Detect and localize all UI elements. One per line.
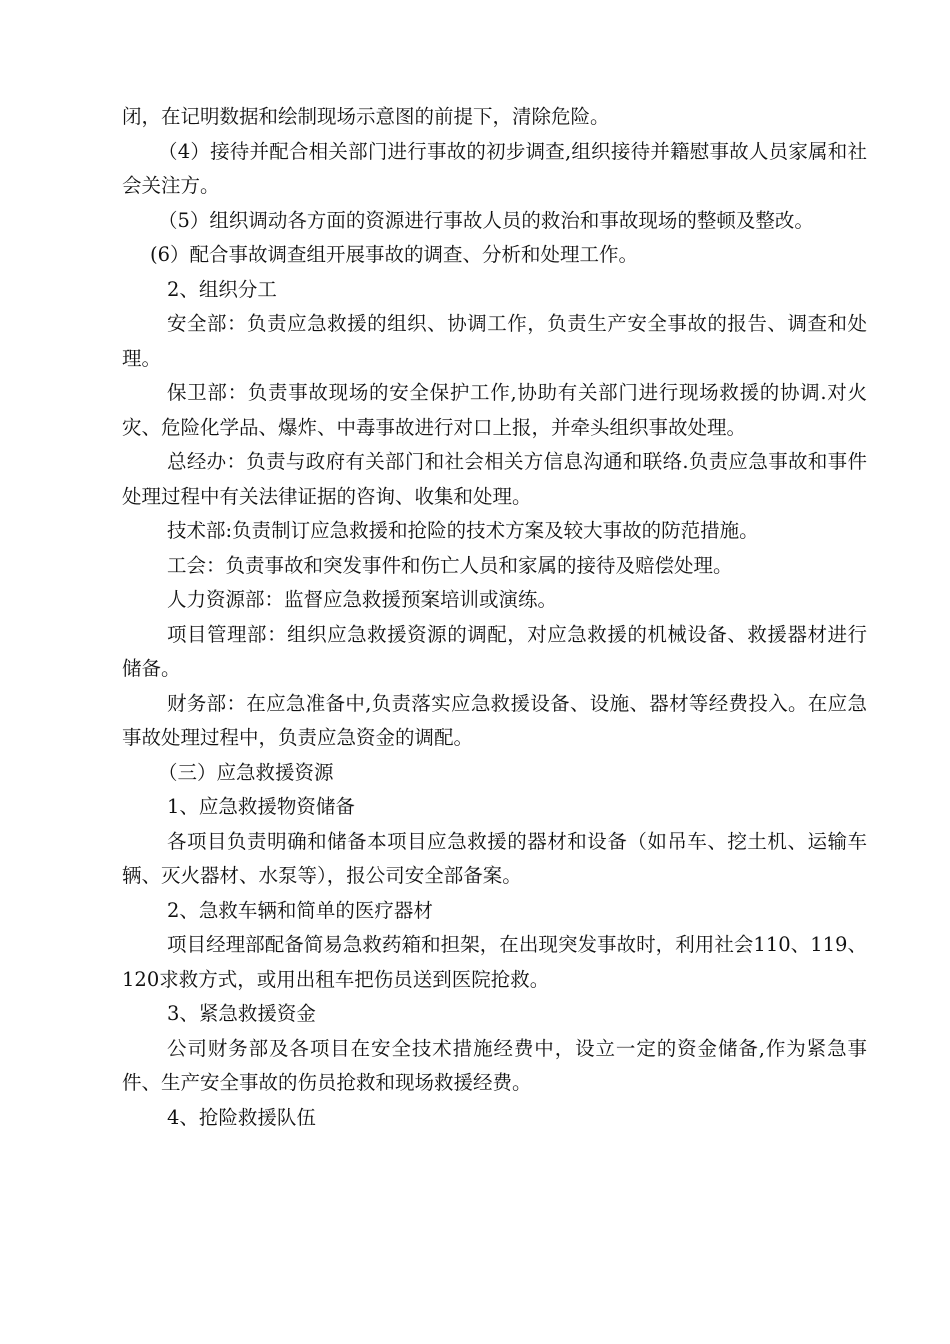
document-body [122,100,867,1135]
section-heading: 2、组织分工 [167,277,277,301]
paragraph: 公司财务部及各项目在安全技术措施经费中，设立一定的资金储备,作为紧急事件、生产安全事故的伤员抢救和现场救援经费。 [122,1036,867,1094]
subsection-heading: 4、抢险救援队伍 [167,1105,316,1129]
paragraph: 保卫部：负责事故现场的安全保护工作,协助有关部门进行现场救援的协调.对火灾、危险化学品、爆炸、中毒事故进行对口上报，并牵头组织事故处理。 [122,381,867,439]
paragraph: 技术部:负责制订应急救援和抢险的技术方案及较大事故的防范措施。 [167,519,759,542]
paragraph: 项目经理部配备简易急救药箱和担架，在出现突发事故时，利用社会110、119、120求救方式，或用出租车把伤员送到医院抢救。 [122,933,867,991]
paragraph-item-4: （4）接待并配合相关部门进行事故的初步调查,组织接待并籍慰事故人员家属和社会关注方。 [122,139,867,197]
paragraph-continuation: 闭，在记明数据和绘制现场示意图的前提下，清除危险。 [122,105,610,128]
subsection-heading: 3、紧急救援资金 [167,1002,316,1025]
paragraph: 财务部：在应急准备中,负责落实应急救援设备、设施、器材等经费投入。在应急事故处理过程中，负责应急资金的调配。 [122,691,867,749]
paragraph: 项目管理部：组织应急救援资源的调配，对应急救援的机械设备、救援器材进行储备。 [122,622,867,680]
subsection-heading: 2、急救车辆和简单的医疗器材 [167,898,433,922]
subsection-heading: 1、应急救援物资储备 [167,795,355,818]
paragraph: 总经办：负责与政府有关部门和社会相关方信息沟通和联络.负责应急事故和事件处理过程中有关法律证据的咨询、收集和处理。 [122,450,867,508]
paragraph-item-5: （5）组织调动各方面的资源进行事故人员的救治和事故现场的整顿及整改。 [158,208,814,232]
section-heading: （三）应急救援资源 [158,760,334,784]
paragraph: 人力资源部：监督应急救援预案培训或演练。 [167,588,558,611]
paragraph: 安全部：负责应急救援的组织、协调工作，负责生产安全事故的报告、调查和处理。 [122,312,867,370]
paragraph: 各项目负责明确和储备本项目应急救援的器材和设备（如吊车、挖土机、运输车辆、灭火器材、水泵等），报公司安全部备案。 [122,829,867,887]
paragraph: 工会：负责事故和突发事件和伤亡人员和家属的接待及赔偿处理。 [167,553,733,577]
paragraph-item-6: (6）配合事故调查组开展事故的调查、分析和处理工作。 [150,243,639,266]
